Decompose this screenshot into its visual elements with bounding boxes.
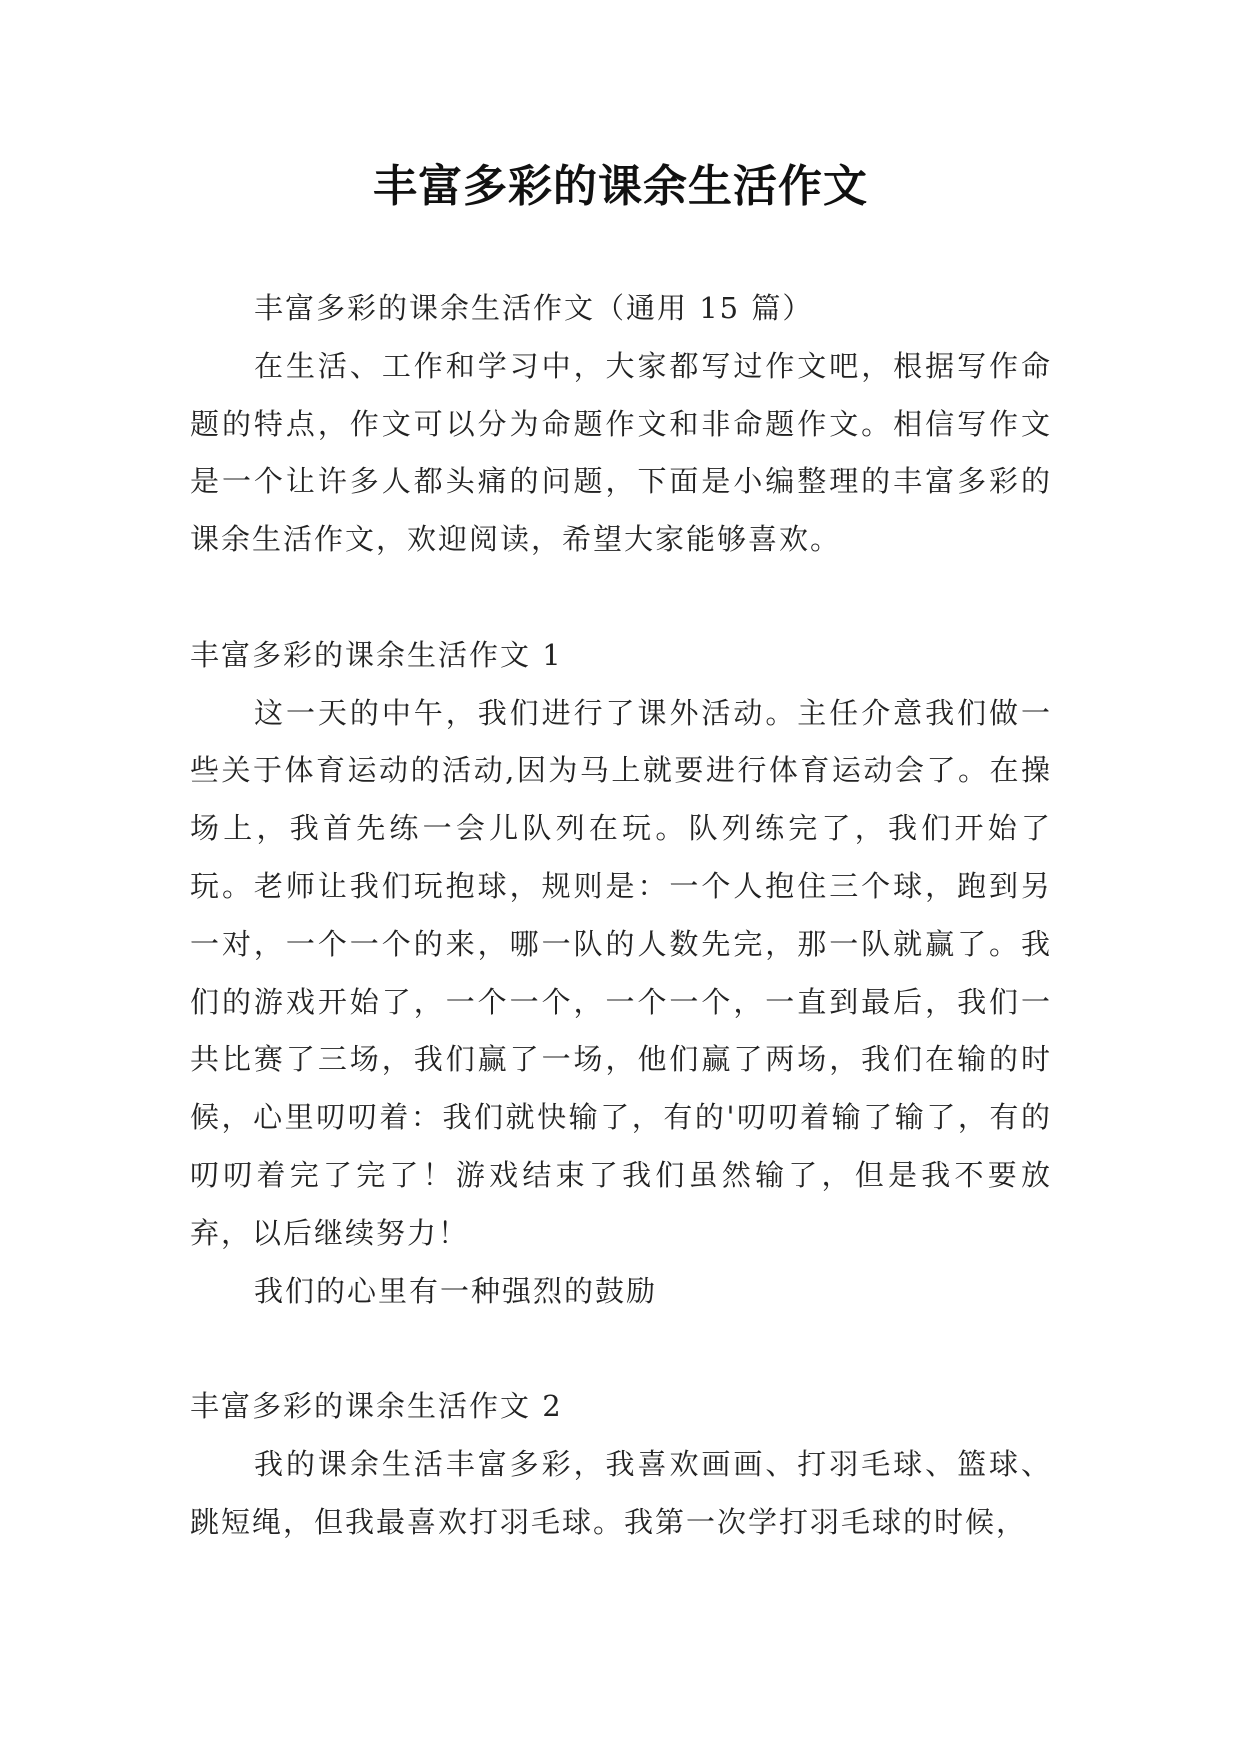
intro-paragraph: 在生活、工作和学习中，大家都写过作文吧，根据写作命题的特点，作文可以分为命题作文和非命题作文。相信写作文是一个让许多人都头痛的问题，下面是小编整理的丰富多彩的课余生活作文，欢迎阅读，希望大家能够喜欢。 xyxy=(190,348,1052,557)
section-paragraph: 我们的心里有一种强烈的鼓励 xyxy=(254,1273,658,1308)
document-subtitle: 丰富多彩的课余生活作文（通用 15 篇） xyxy=(254,291,814,325)
section-heading: 丰富多彩的课余生活作文 2 xyxy=(190,1389,563,1424)
section-heading: 丰富多彩的课余生活作文 1 xyxy=(190,637,563,672)
section-paragraph: 这一天的中午，我们进行了课外活动。主任介意我们做一些关于体育运动的活动,因为马上就要进行体育运动会了。在操场上，我首先练一会儿队列在玩。队列练完了，我们开始了玩。老师让我们玩抱球，规则是：一个人抱住三个球，跑到另一对，一个一个的来，哪一队的人数先完，那一队就赢了。我们的游戏开始了，一个一个，一个一个，一直到最后，我们一共比赛了三场，我们赢了一场，他们赢了两场，我们在输的时候，心里叨叨着：我们就快输了，有的'叨叨着输了输了，有的叨叨着完了完了！游戏结束了我们虽然输了，但是我不要放弃，以后继续努力！ xyxy=(190,695,1052,1250)
document-body xyxy=(190,280,1052,1552)
section-paragraph: 我的课余生活丰富多彩，我喜欢画画、打羽毛球、篮球、跳短绳，但我最喜欢打羽毛球。我第一次学打羽毛球的时候， xyxy=(190,1446,1052,1539)
page-title: 丰富多彩的课余生活作文 xyxy=(373,161,868,212)
